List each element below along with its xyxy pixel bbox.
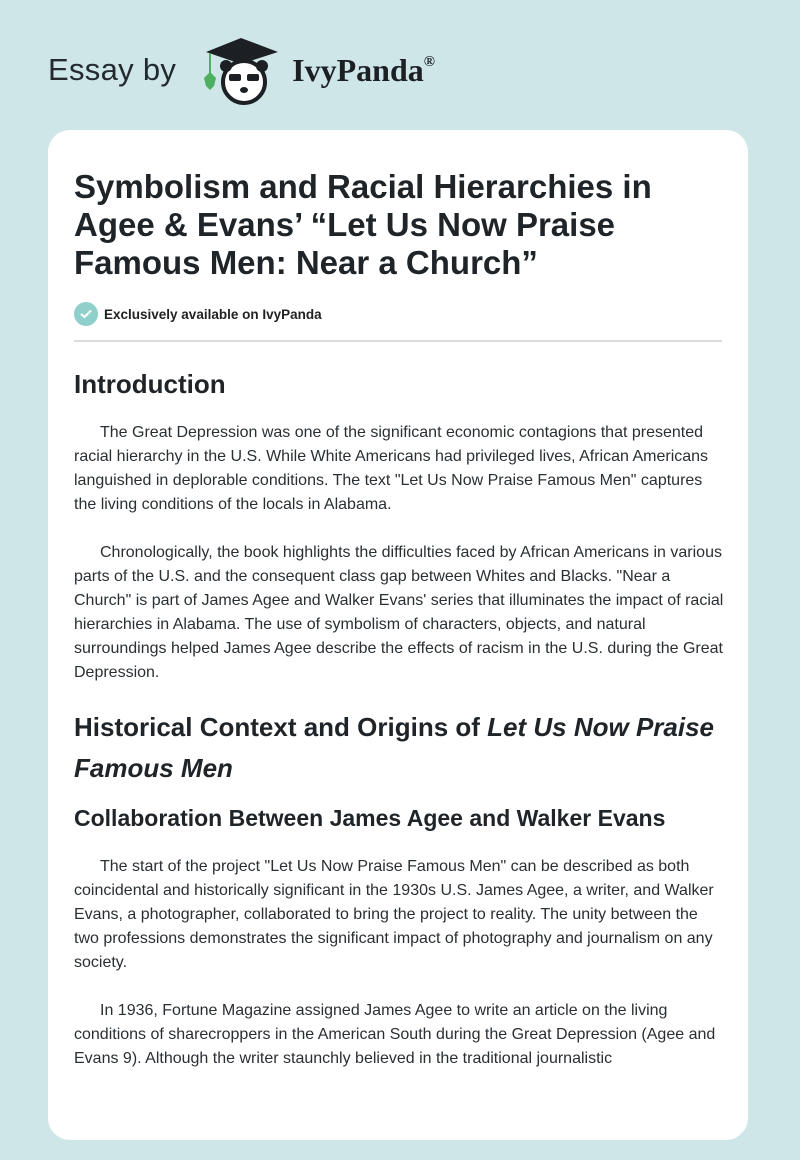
site-header xyxy=(48,30,435,110)
brand-name: IvyPanda® xyxy=(292,51,435,88)
subsection-heading: Collaboration Between James Agee and Walker Evans xyxy=(74,805,666,831)
essay-title: Symbolism and Racial Hierarchies in Agee & Evans’ “Let Us Now Praise Famous Men: Near a Church” xyxy=(74,168,652,281)
paragraph: Chronologically, the book highlights the difficulties faced by African Americans in various parts of the U.S. and the consequent class gap between Whites and Blacks. "Near a Church" is part of James Agee and Walker Evans' series that illuminates the impact of racial hierarchies in Alabama. The use of symbolism of characters, objects, and natural surroundings helped James Agee describe the effects of racism in the U.S. during the Great Depression. xyxy=(74,544,724,681)
paragraph: The start of the project "Let Us Now Praise Famous Men" can be described as both coincidental and historically significant in the 1930s U.S. James Agee, a writer, and Walker Evans, a photographer, collaborated to bring the project to reality. The unity between the two professions demonstrates the significant impact of photography and journalism on any society. xyxy=(74,858,714,971)
paragraph: The Great Depression was one of the significant economic contagions that presented racial hierarchy in the U.S. While White Americans had privileged lives, African Americans languished in deplorable conditions. The text "Let Us Now Praise Famous Men" captures the living conditions of the locals in Alabama. xyxy=(74,424,709,513)
badge-text: Exclusively available on IvyPanda xyxy=(104,306,322,322)
panda-graduate-icon xyxy=(198,34,284,106)
section-heading: Historical Context and Origins of Let Us Now Praise Famous Men xyxy=(74,712,715,783)
divider xyxy=(74,340,722,342)
check-circle-icon xyxy=(74,302,98,326)
exclusive-badge xyxy=(74,302,722,326)
ivypanda-logo[interactable] xyxy=(198,34,435,106)
essay-by-label: Essay by xyxy=(48,52,177,87)
essay-card xyxy=(48,130,748,1140)
paragraph: In 1936, Fortune Magazine assigned James Agee to write an article on the living conditions of sharecroppers in the American South during the Great Depression (Agee and Evans 9). Although the writer staunchly believed in the traditional journalistic xyxy=(74,1002,716,1067)
section-heading: Introduction xyxy=(74,369,226,399)
